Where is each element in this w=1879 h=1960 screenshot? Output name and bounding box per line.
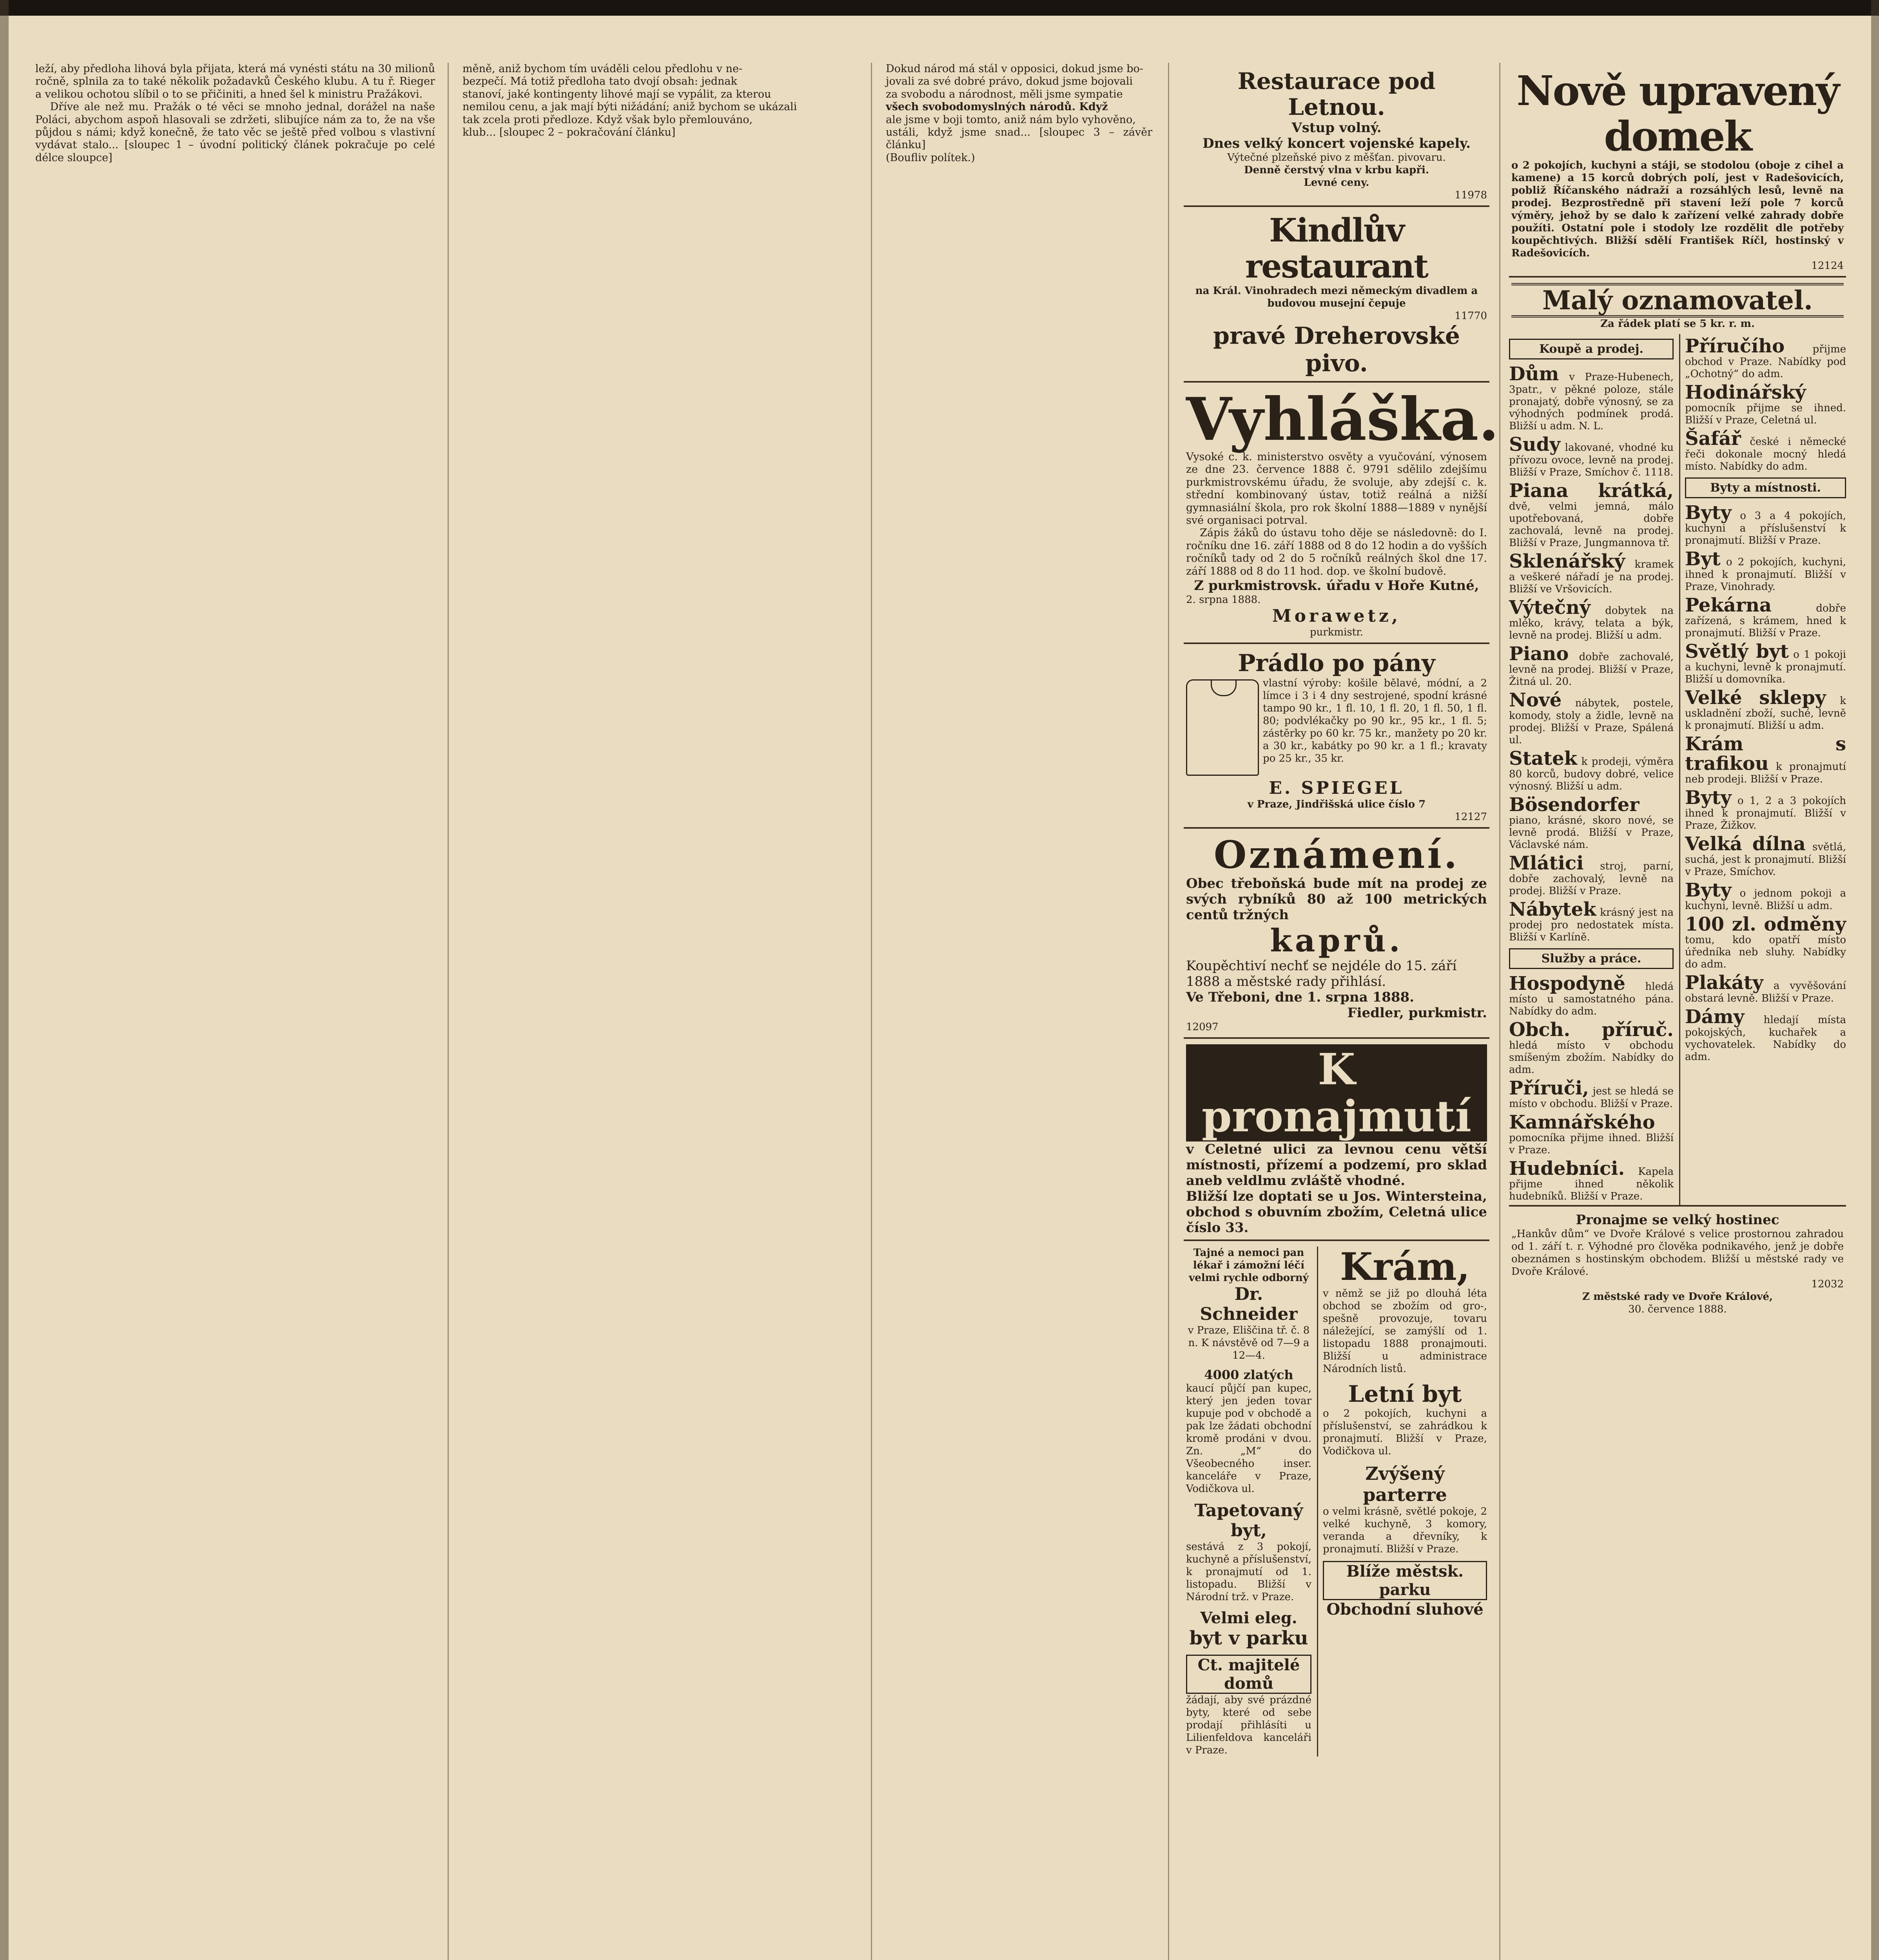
classified-text: stroj, parní, dobře zachovalý, levně na prodej. Bližší v Praze. (1509, 860, 1674, 897)
column-2-line: bezpečí. Má totiž předloha tato dvojí obsah: jednak (462, 75, 737, 88)
column-rule (448, 63, 449, 1960)
classified-item (1509, 749, 1674, 793)
classified-text: k uskladnění zboží, suché, levně k pronajmutí. Bližší u adm. (1685, 695, 1846, 731)
column-rule (1499, 63, 1500, 1960)
ad-title: Oznámení. (1213, 833, 1460, 877)
classified-item (1685, 688, 1846, 732)
classified-item (1685, 429, 1846, 473)
ad-line: purkmistr. (1309, 626, 1364, 639)
ad-subtitle: pravé Dreherovské pivo. (1213, 322, 1460, 377)
classified-head: Mlátici (1509, 852, 1584, 874)
ad-hostinec (1509, 1205, 1846, 1319)
classified-head: Piana krátká, (1509, 480, 1674, 502)
ad-line: Dnes velký koncert vojenské kapely. (1202, 136, 1471, 151)
ad-title: Dr. Schneider (1200, 1284, 1298, 1325)
maly-oznamovatel-header (1509, 276, 1846, 334)
classified-text: v Praze-Hubenech, 3patr., v pěkné poloze, stále pronajatý, dobře výnosný, se za výhodných podmínek prodá. Bližší u adm. N. L. (1509, 371, 1674, 432)
classified-head: Hudebníci. (1509, 1158, 1625, 1180)
ad-address: v Praze, Jindřišská ulice číslo 7 (1247, 799, 1426, 811)
classified-item (1509, 1020, 1674, 1076)
shirt-illustration (1186, 679, 1259, 776)
classified-item (1509, 481, 1674, 549)
classified-item (1509, 364, 1674, 432)
ad-body: v Celetné ulici za levnou cenu větší místnosti, přízemí a podzemí, pro sklad aneb veldlmu zvláště vhodné. (1186, 1142, 1487, 1189)
section-sluzby-prace: Služby a práce. (1509, 948, 1674, 969)
column-3-note: (Boufliv polítek.) (886, 151, 975, 164)
classified-item (1509, 1112, 1674, 1156)
ad-title: K pronajmutí (1186, 1044, 1487, 1142)
classified-head: Dům (1509, 363, 1559, 385)
page-right-edge (1871, 0, 1879, 1960)
page-left-edge (0, 0, 9, 1960)
classified-text: lakované, vhodné ku přívozu ovoce, levně na prodej. Bližší v Praze, Smíchov č. 1118. (1509, 442, 1674, 478)
classified-head: Piano (1509, 643, 1569, 665)
ad-body: o 2 pokojích, kuchyni a příslušenství, se zahrádkou k pronajmutí. Bližší v Praze, Vodičkova ul. (1323, 1408, 1487, 1457)
classified-text: přijme obchod v Praze. Nabídky pod „Ochotný“ do adm. (1685, 343, 1846, 380)
classified-text: krásný jest na prodej pro nedostatek místa. Bližší v Karlíně. (1509, 907, 1674, 943)
classified-text: k pronajmutí neb prodeji. Bližší v Praze. (1685, 761, 1846, 785)
column-rule (871, 63, 872, 1960)
classified-head: Sklenářský (1509, 550, 1625, 572)
classified-text: a vyvěšování obstará levně. Bližší v Praze. (1685, 980, 1846, 1004)
ad-title: Ct. majitelé domů (1186, 1655, 1311, 1694)
classified-head: 100 zl. odměny (1685, 913, 1846, 935)
classified-head: Příručího (1685, 335, 1785, 357)
ad-date: 30. července 1888. (1628, 1303, 1727, 1315)
classified-head: Šafář (1685, 428, 1741, 450)
classified-head: Obch. příruč. (1509, 1019, 1674, 1041)
classified-item (1509, 853, 1674, 897)
ad-number: 11770 (1455, 310, 1487, 322)
classified-text: kramek a veškeré nářadí je na prodej. Bližší ve Vršovicích. (1509, 559, 1674, 595)
classified-text: pomocník přijme se ihned. Bližší v Praze, Celetná ul. (1685, 402, 1846, 426)
classified-item (1685, 834, 1846, 878)
classified-item (1509, 690, 1674, 746)
classified-text: Kapela přijme ihned několik hudebníků. Bližší v Praze. (1509, 1166, 1674, 1202)
ad-number: 12097 (1186, 1021, 1219, 1033)
classified-text: o 3 a 4 pokojích, kuchyni a příslušenství k pronajmutí. Bližší v Praze. (1685, 510, 1846, 546)
column-3-line: Dokud národ má stál v opposici, dokud jsme bo- (886, 63, 1143, 75)
ad-title: Prádlo po pány (1238, 650, 1435, 677)
column-2-line: tak zcela proti předloze. Když však bylo přemlouváno, (462, 113, 753, 126)
ad-signature: Z městské rady ve Dvoře Králové, (1582, 1291, 1773, 1303)
ad-title: Velmi eleg. (1200, 1609, 1297, 1628)
classified-head: Hodinářský (1685, 381, 1806, 403)
ad-line: Z purkmistrovsk. úřadu v Hoře Kutné, (1194, 578, 1479, 594)
classified-head: Příruči, (1509, 1077, 1589, 1099)
classified-text: dobře zařízená, s krámem, hned k pronajmutí. Bližší v Praze. (1685, 603, 1846, 639)
ad-number: 11978 (1455, 189, 1487, 201)
ad-title: Tapetovaný byt, (1194, 1501, 1303, 1541)
classified-item (1685, 973, 1846, 1005)
classified-head: Velká dílna (1685, 833, 1806, 855)
classified-text: o jednom pokoji a kuchyni, levně. Bližší u adm. (1685, 887, 1846, 912)
section-subtitle: Za řádek platí se 5 kr. r. m. (1600, 318, 1755, 330)
ad-title: 4000 zlatých (1204, 1367, 1293, 1383)
column-3-line: ustáli, když jsme snad... [sloupec 3 – závěr článku] (886, 126, 1156, 151)
ad-body: o 2 pokojích, kuchyni a stáji, se stodolou (oboje z cihel a kamene) a 15 korců dobrých polí, jest v Radešovicích, pobliž Říčanského nádraží a rozsáhlých lesů, levně na prodej. Bezprostředně při stavení leží pole 7 korců výměry, jehož by se dalo k zařízení velké zahrady dobře použíti. Ostatní pole i stodoly lze rozdělit dle potřeby koupěchtivých. Bližší sdělí František Ríčl, hostinský v Radešovicích. (1511, 160, 1844, 259)
classified-item (1509, 1078, 1674, 1110)
ad-k-pronajmuti (1184, 1037, 1489, 1240)
column-3-line: ale jsme v boji tomto, aniž nám bylo vyhověno, (886, 113, 1136, 126)
ad-body: o velmi krásně, světlé pokoje, 2 velké kuchyně, 3 komory, veranda a dřevníky, k pronajmutí. Bližší v Praze. (1323, 1506, 1487, 1555)
ad-line: na Král. Vinohradech mezi německým divadlem a budovou musejní čepuje (1195, 285, 1478, 309)
classified-item (1509, 598, 1674, 642)
section-title: Malý oznamovatel. (1511, 283, 1844, 318)
classified-text: hledají místa pokojských, kuchařek a vychovatelek. Nabídky do adm. (1685, 1014, 1846, 1063)
classified-head: Statek (1509, 748, 1577, 769)
column-3-line: za svobodu a národnost, měli jsme sympatie (886, 88, 1123, 100)
ad-line: 2. srpna 1888. (1186, 594, 1261, 606)
ad-pradlo (1184, 642, 1489, 827)
column-3-line: jovali za své dobré právo, dokud jsme bojovali (886, 75, 1133, 88)
column-2-line: nemilou cenu, a jak mají býti nižádání; aniž bychom se ukázali (462, 101, 797, 113)
ad-title: Kindlův restaurant (1245, 212, 1428, 285)
ad-signature: Fiedler, purkmistr. (1347, 1005, 1487, 1021)
classified-head: Nábytek (1509, 898, 1596, 920)
ad-line: Levné ceny. (1304, 177, 1369, 189)
classifieds-left (1509, 334, 1674, 1205)
ad-line: Vstup volný. (1291, 120, 1382, 136)
classified-text: piano, krásné, skoro nové, se levně prodá. Bližší v Praze, Václavské nám. (1509, 815, 1674, 851)
classified-head: Sudy (1509, 434, 1561, 456)
classifieds-right (1679, 334, 1846, 1205)
classified-item (1685, 336, 1846, 380)
classified-item (1685, 642, 1846, 686)
classified-text: dobytek na mléko, krávy, telata a býk, levně na prodej. Bližší u adm. (1509, 605, 1674, 641)
classified-item (1685, 915, 1846, 971)
ad-body: sestává z 3 pokojí, kuchyně a příslušenství, k pronajmutí od 1. listopadu. Bližší v Národní trž. v Praze. (1186, 1541, 1311, 1603)
classified-head: Bösendorfer (1509, 794, 1640, 816)
classified-item (1685, 734, 1846, 786)
ad-number: 12032 (1811, 1278, 1844, 1290)
ad-oznameni (1184, 827, 1489, 1037)
classified-head: Byty (1685, 787, 1732, 809)
classified-text: světlá, suchá, jest k pronajmutí. Bližší v Praze, Smíchov. (1685, 841, 1846, 878)
classified-item (1685, 880, 1846, 912)
ad-body: „Hankův dům“ ve Dvoře Králové s velice prostornou zahradou od 1. září t. r. Výhodné pro člověka podnikavého, jenž je dobře obeznámen s hostinským obchodem. Bližší u městské rady ve Dvoře Králové. (1511, 1228, 1844, 1278)
ad-body: vlastní výroby: košile bělavé, módní, a 2 límce i 3 i 4 dny sestrojené, spodní krásné tampo 90 kr., 1 fl. 10, 1 fl. 20, 1 fl. 50, 1 fl. 80; podvlékačky po 90 kr., 95 kr., 1 fl. 5; zástěrky po 60 kr. 75 kr., manžety po 20 kr. a 30 kr., kabátky po 90 kr. a 1 fl.; kravaty po 25 kr., 35 kr. (1263, 677, 1487, 765)
ad-vyhlaska (1184, 381, 1499, 642)
classified-text: o 1, 2 a 3 pokojích ihned k pronajmutí. Bližší v Praze, Žižkov. (1685, 795, 1846, 831)
classified-head: Dámy (1685, 1006, 1745, 1028)
classified-item (1685, 1007, 1846, 1063)
section-byty-mistnosti: Byty a místnosti. (1685, 477, 1846, 498)
classified-item (1509, 435, 1674, 479)
ad-title: Blíže městsk. parku (1323, 1561, 1487, 1600)
ad-number: 12124 (1811, 260, 1844, 272)
classified-item (1685, 383, 1846, 426)
ad-title: Nově upravený domek (1516, 67, 1839, 160)
ad-nove-upraveny-domek (1509, 63, 1846, 276)
classified-text: k prodeji, výměra 80 korců, budovy dobré, velice výnosný. Bližší u adm. (1509, 756, 1674, 792)
classified-item (1509, 644, 1674, 688)
classified-head: Byt (1685, 548, 1721, 570)
ad-subtitle: kaprů. (1270, 922, 1403, 959)
column-rule (1168, 63, 1169, 1960)
section-koupe-prodej: Koupě a prodej. (1509, 339, 1674, 359)
classified-text: dvě, velmi jemná, málo upotřebovaná, dobře zachovalá, levně na prodej. Bližší v Praze, Jungmannova tř. (1509, 501, 1674, 549)
ad-body: Koupěchtiví nechť se nejdéle do 15. září 1888 a městské rady přihlásí. (1186, 958, 1457, 990)
classified-item (1509, 795, 1674, 851)
ad-firm: E. SPIEGEL (1269, 778, 1404, 799)
classified-item (1685, 503, 1846, 547)
classified-text: nábytek, postele, komody, stoly a židle, levně na prodej. Bližší v Praze, Spálená ul. (1509, 697, 1674, 746)
classified-head: Kamnářského (1509, 1111, 1655, 1133)
classified-item (1685, 549, 1846, 593)
column-2-line: klub... [sloupec 2 – pokračování článku] (462, 126, 676, 139)
classifieds-grid (1509, 334, 1846, 1205)
column-4-ads (1184, 63, 1499, 1960)
classified-text: o 1 pokoji a kuchyni, levně k pronajmutí. Bližší u domovníka. (1685, 649, 1846, 685)
ad-body: v němž se již po dlouhá léta obchod se zbožím od gro-, spešně provozuje, tovaru náležející, se zamýšlí od 1. listopadu 1888 pronajmouti. Bližší u administrace Národních listů. (1323, 1288, 1487, 1375)
newspaper-page (35, 63, 1850, 1960)
classified-head: Hospodyně (1509, 973, 1625, 995)
ad-title: Vyhláška. (1186, 385, 1499, 454)
ad-title: Pronajme se velký hostinec (1576, 1212, 1779, 1228)
ad-row-schneider-kram (1184, 1240, 1489, 1760)
classified-item (1509, 900, 1674, 944)
classified-head: Pekárna (1685, 594, 1772, 616)
classified-text: dobře zachovalé, levně na prodej. Bližší v Praze, Žitná ul. 20. (1509, 651, 1674, 688)
classified-item (1685, 595, 1846, 639)
ad-address: v Praze, Eliščina tř. č. 8 n. K návstěvě od 7—9 a 12—4. (1188, 1325, 1310, 1362)
classified-head: Nové (1509, 689, 1562, 711)
ad-body: Obec třeboňská bude mít na prodej ze svých rybníků 80 až 100 metrických centů tržných (1186, 876, 1487, 923)
ad-line: Výtečné plzeňské pivo z měšťan. pivovaru. (1227, 152, 1446, 163)
classified-head: Plakáty (1685, 972, 1763, 994)
classified-item (1509, 552, 1674, 595)
column-5-classifieds (1509, 63, 1846, 1960)
ad-title: Zvýšený parterre (1363, 1463, 1447, 1506)
column-2-line: měně, aniž bychom tím uváděli celou předlohu v ne- (462, 63, 743, 75)
classified-head: Světlý byt (1685, 641, 1789, 662)
ad-title: Letní byt (1348, 1381, 1462, 1408)
classified-text: hledá místo v obchodu smíšeným zbožím. Nabídky do adm. (1509, 1040, 1674, 1076)
column-2-line: stanoví, jaké kontingenty lihové mají se vypálit, za kterou (462, 88, 771, 100)
classified-head: Výtečný (1509, 597, 1591, 619)
classified-text: hledá místo u samostatného pána. Nabídky do adm. (1509, 981, 1674, 1017)
classified-head: Byty (1685, 502, 1732, 524)
ad-body: Bližší lze doptati se u Jos. Wintersteina, obchod s obuvním zbožím, Celetná ulice číslo 33. (1186, 1189, 1487, 1236)
classified-text: o 2 pokojích, kuchyni, ihned k pronajmutí. Bližší v Praze, Vinohrady. (1685, 556, 1846, 593)
classified-text: pomocníka přijme ihned. Bližší v Praze. (1509, 1132, 1674, 1156)
column-3-article (886, 63, 1156, 1960)
ad-restaurace-letna (1184, 63, 1489, 205)
ad-body: žádají, aby své prázdné byty, které od sebe prodají přihlásíti u Lilienfeldova kanceláři v Praze. (1186, 1694, 1311, 1757)
ad-signature: Morawetz, (1272, 606, 1401, 626)
classified-item (1509, 1159, 1674, 1203)
classified-head: Krám s trafikou (1685, 733, 1846, 775)
classified-text: české i německé řeči dokonale mocný hledá místo. Nabídky do adm. (1685, 436, 1846, 472)
classified-text: tomu, kdo opatří místo úředníka neb sluhy. Nabídky do adm. (1685, 934, 1846, 970)
column-3-line: všech svobodomyslných národů. Když (886, 101, 1108, 113)
column-1-article (35, 63, 435, 1960)
page-top-edge (0, 0, 1879, 16)
classified-item (1509, 974, 1674, 1018)
classified-item (1685, 788, 1846, 832)
classified-head: Byty (1685, 879, 1732, 901)
ad-body: Tajné a nemoci pan lékař i zámožní léčí velmi rychle odborný (1189, 1247, 1309, 1284)
classified-head: Velké sklepy (1685, 687, 1826, 709)
column-2-article (462, 63, 858, 1960)
ad-line: Ve Třeboni, dne 1. srpna 1888. (1186, 989, 1415, 1005)
ad-line: Denně čerstvý vlna v krbu kapři. (1244, 164, 1429, 176)
ad-kindl-restaurant (1184, 205, 1489, 381)
ad-subtitle: Obchodní sluhové (1326, 1600, 1484, 1619)
classified-text: jest se hledá se místo v obchodu. Bližší v Praze. (1509, 1085, 1674, 1110)
ad-title: Restaurace pod Letnou. (1237, 68, 1436, 120)
column-1-text: leží, aby předloha lihová byla přijata, která má vynésti státu na 30 milionů ročně, splnila za to také několik požadavků Českého klubu. A tu ř. Rieger a velikou ochotou slíbil o to se přičiniti, a hned šel k ministru Pražákovi. Dříve ale než mu. Pražák o té věci se mnoho jednal, dorážel na naše Poláci, abychom aspoň hlasovali se zdržeti, slibujíce nám za to, že na vše půjdou s námi; když konečně, že tato věc se ještě před volbou s vlastivní vydávat stalo... [sloupec 1 – úvodní politický článek pokračuje po celé délce sloupce] (35, 63, 435, 164)
ad-body: kaucí půjčí pan kupec, který jen jeden tovar kupuje pod v obchodě a pak lze žádati obchodní kromě prodáni v dvou. Zn. „M“ do Všeobecného inser. kanceláře v Praze, Vodičkova ul. (1186, 1383, 1311, 1495)
ad-body: Vysoké c. k. ministerstvo osvěty a vyučování, výnosem ze dne 23. července 1888 č. 9791 sdělilo zdejšímu purkmistrovskému úřadu, že svoluje, aby zdejší c. k. střední kombinovaný ústav, totiž reálná a nižší gymnasiální škola, pro rok školní 1888—1889 v nynější své organisaci potrval. Zápis žáků do ústavu toho děje se následovně: do I. ročníku dne 16. září 1888 od 8 do 12 hodin a do vyšších ročníků tady od 2 do 5 ročníků reálných škol dne 17. září 1888 od 8 do 11 hod. dop. ve školní budově. (1186, 451, 1487, 577)
ad-number: 12127 (1455, 811, 1487, 823)
ad-subtitle: byt v parku (1189, 1627, 1308, 1650)
ad-title: Krám, (1340, 1245, 1470, 1289)
